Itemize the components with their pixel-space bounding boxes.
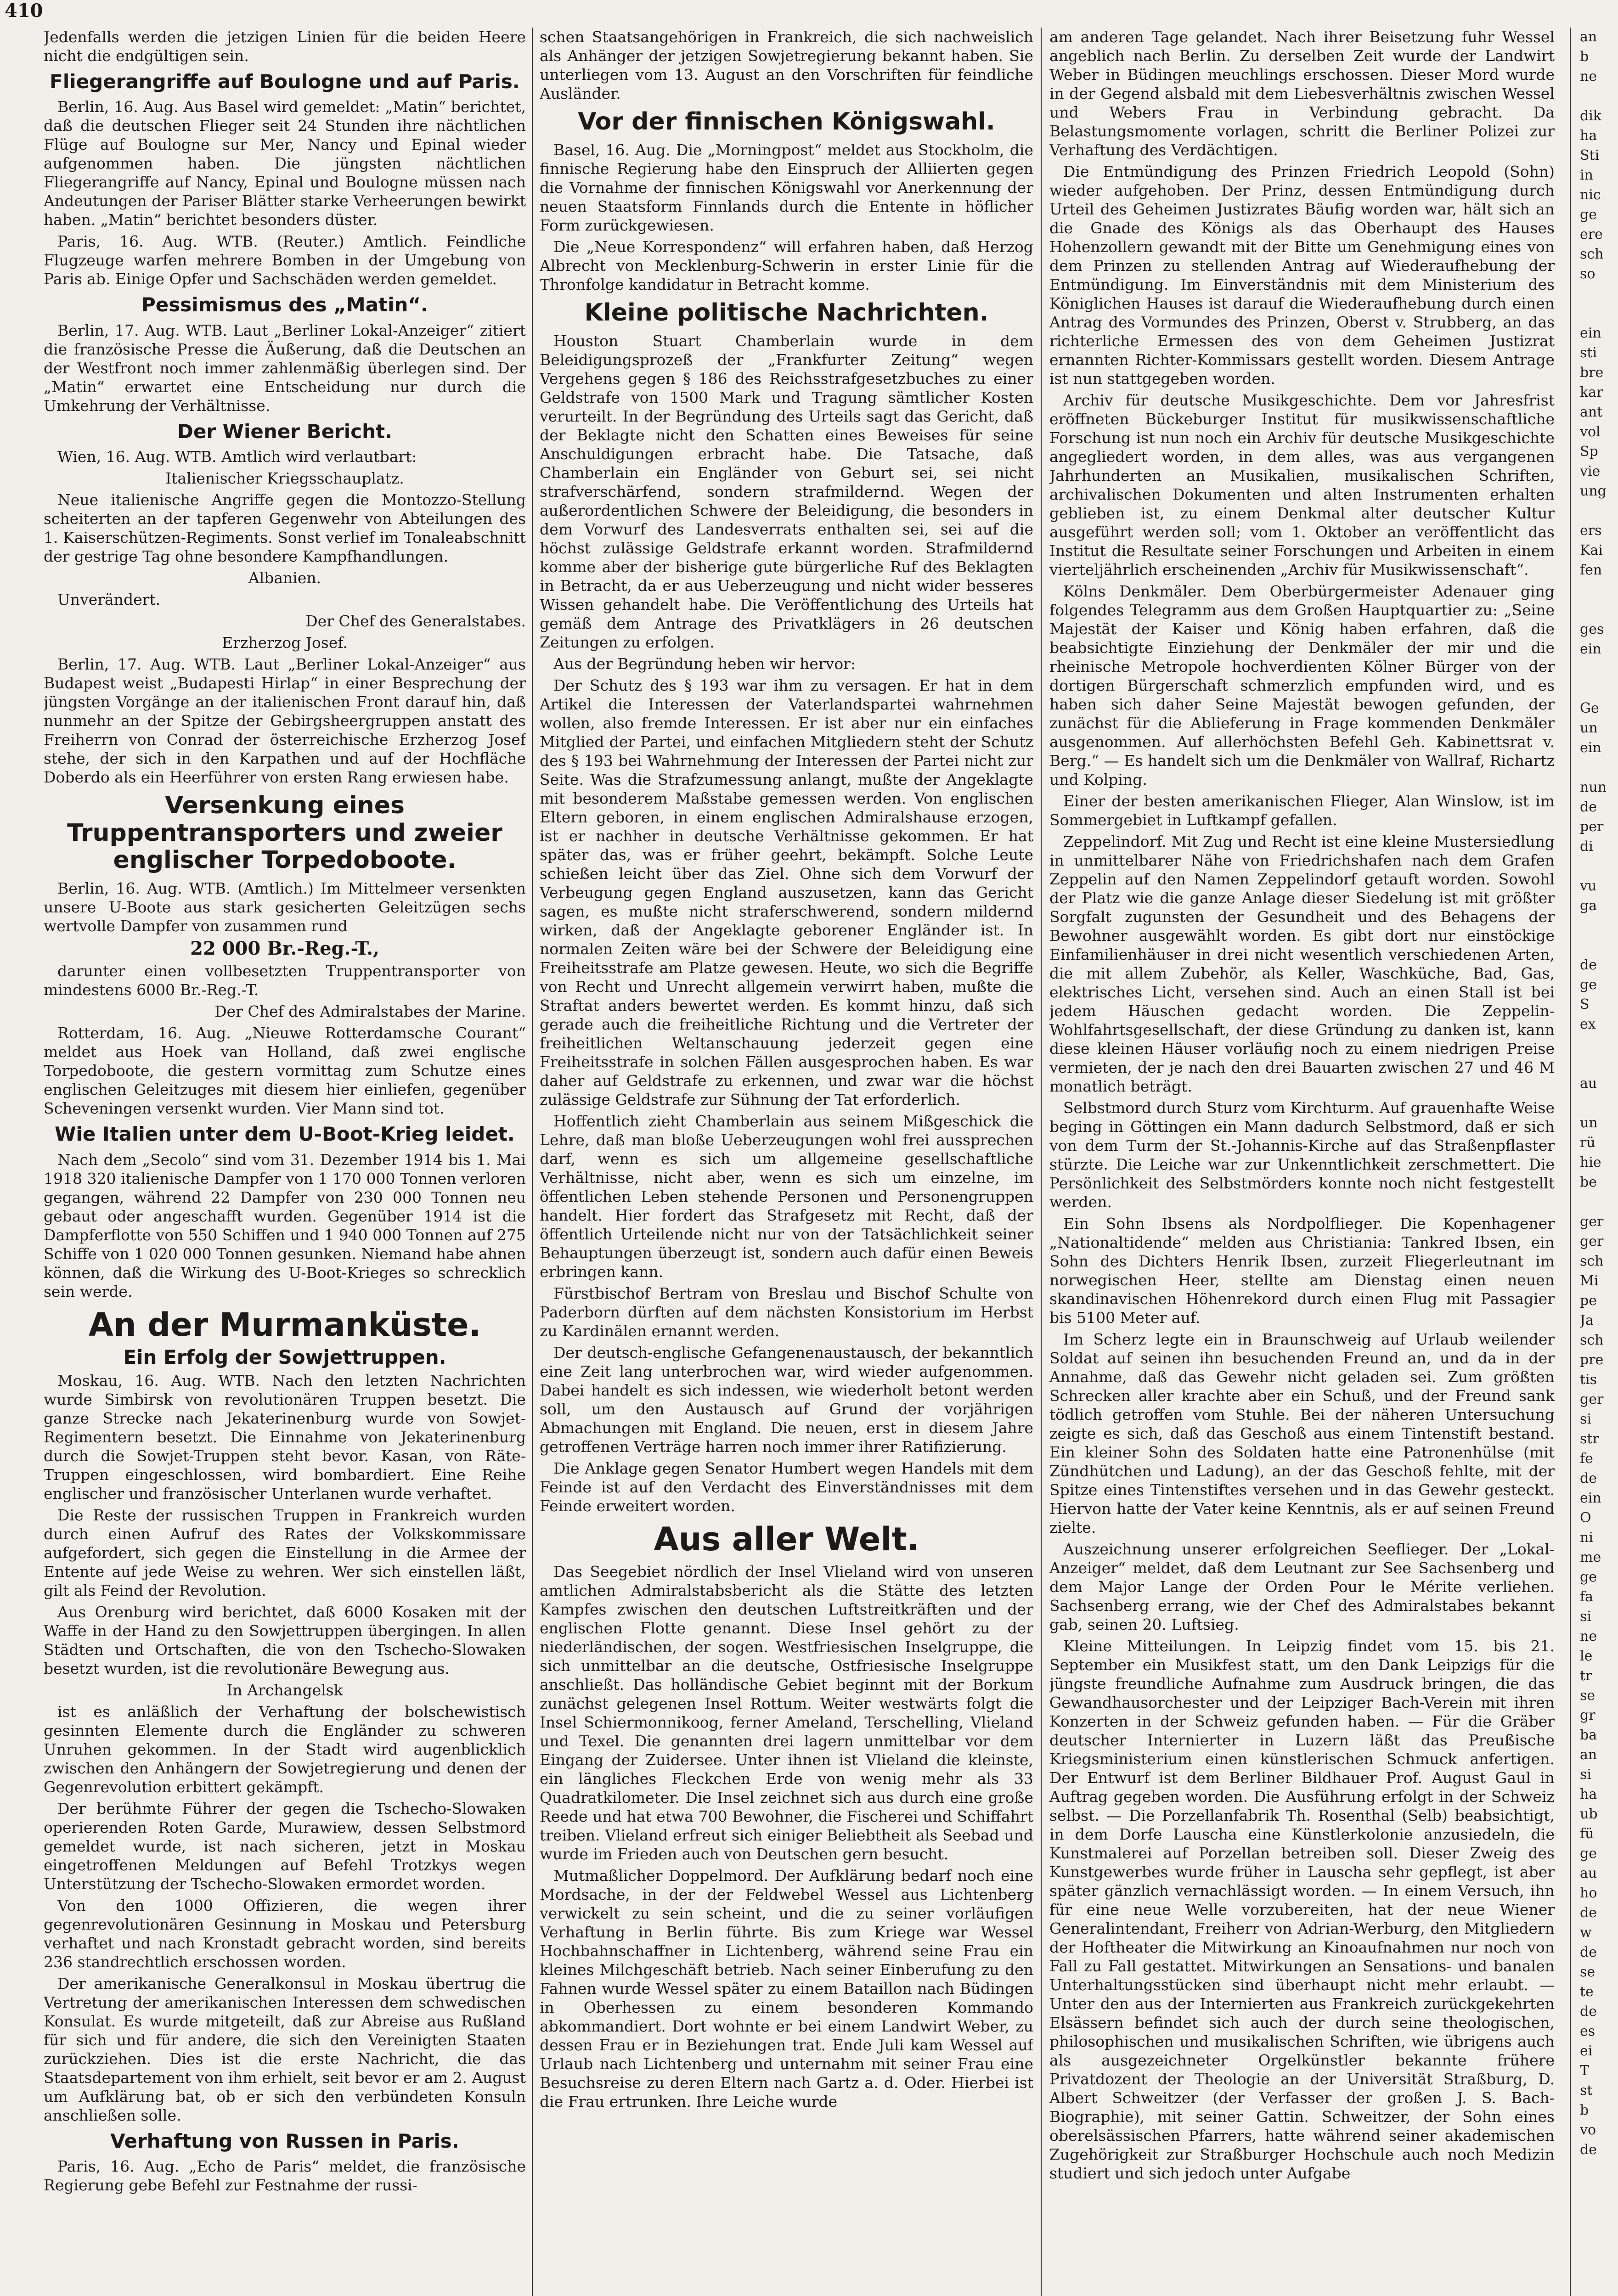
- fragment-line: ein: [1580, 641, 1601, 657]
- headline: Vor der finnischen Königswahl.: [578, 108, 995, 135]
- fragment-line: ge: [1580, 1569, 1597, 1585]
- paragraph: Der berühmte Führer der gegen die Tschecho-Slowaken operierenden Roten Garde, Murawiew, dessen Selbstmord gemeldet wurde, ist nach sicheren, jetzt in Moskau eingetroffenen Meldungen auf Befehl Trotzkys wegen Unterstützung der Tschecho-Slowaken ermordet worden.: [44, 1800, 526, 1893]
- column-2: [540, 28, 1033, 2296]
- column-rule: [1041, 28, 1042, 2296]
- fragment-line: ein: [1580, 1490, 1601, 1506]
- fragment-line: fü: [1580, 1826, 1594, 1842]
- column-rule: [532, 28, 533, 2296]
- fragment-line: me: [1580, 1549, 1601, 1565]
- paragraph: Paris, 16. Aug. „Echo de Paris“ meldet, die französische Regierung gebe Befehl zur Festnahme der russi-: [44, 2157, 526, 2195]
- headline: Wie Italien unter dem U-Boot-Krieg leidet.: [55, 1123, 515, 1146]
- page-number: 410: [5, 0, 43, 22]
- fragment-line: ung: [1580, 483, 1607, 499]
- fragment-line: ger: [1580, 1233, 1604, 1249]
- paragraph: Fürstbischof Bertram von Breslau und Bischof Schulte von Paderborn dürften auf dem nächsten Konsistorium im Herbst zu Kardinälen ernannt werden.: [540, 1284, 1033, 1340]
- fragment-line: vol: [1580, 424, 1601, 440]
- paragraph: Mutmaßlicher Doppelmord. Der Aufklärung bedarf noch eine Mordsache, in der der Feldwebel Wessel aus Lichtenberg verwickelt zu sein scheint, und die zu seiner vorläufigen Verhaftung in Berlin führte. Bis zum Kriege war Wessel Hochbahnschaffner in Lichtenberg, während seine Frau ein kleines Milchgeschäft betrieb. Nach seiner Einberufung zu den Fahnen wurde Wessel später zu einem Bataillon nach Büdingen in Oberhessen zu einem besonderen Kommando abkommandiert. Dort wohnte er bei einem Landwirt Weber, zu dessen Frau er in Beziehungen trat. Ende Juli kam Wessel auf Urlaub nach Lichtenberg und unternahm mit seiner Frau eine Besuchsreise zu deren Eltern nach Gartz a. d. Oder. Hierbei ist die Frau ertrunken. Ihre Leiche wurde: [540, 1867, 1033, 2111]
- fragment-line: so: [1580, 266, 1595, 282]
- fragment-line: [1580, 580, 1617, 599]
- paragraph: Der Schutz des § 193 war ihm zu versagen. Er hat in dem Artikel die Interessen der Vaterlandspartei wahrnehmen wollen, also fremde Interessen. Er ist aber nur ein einfaches Mitglied der Partei, und einfachen Mitgliedern steht der Schutz des § 193 bei Wahrnehmung der Interessen der Partei nicht zur Seite. Was die Strafzumessung anlangt, mußte der Angeklagte mit besonderem Maßstabe gemessen werden. Von englischen Eltern geboren, in einem englischen Admiralshause erzogen, ist er nachher in deutsche Verhältnisse gekommen. Er hat später das, was er früher geehrt, bekämpft. Solche Leute schießen leicht über das Ziel. Ohne sich dem Vorwurf der Verbeugung gegen England auszusetzen, kann das Gericht sagen, es mußte nicht straferschwerend, sondern mildernd wirken, daß der Angeklagte geborener Engländer ist. In normalen Zeiten wäre bei der Schwere der Beleidigung eine Freiheitsstrafe am Platze gewesen. Heute, wo sich die Begriffe von Recht und Unrecht allgemein verwirrt haben, mußte die Straftat anders bewertet werden. Es kommt hinzu, daß sich gerade auch die freiheitliche Richtung und die Vertreter der freiheitlichen Weltanschauung jederzeit gegen eine Freiheitsstrafe in solchen Fällen ausgesprochen haben. Es war daher auf Geldstrafe zu erkennen, und zwar war die höchst zulässige Geldstrafe zur Sühnung der Tat erforderlich.: [540, 676, 1033, 1109]
- subheading: Italienischer Kriegsschauplatz.: [165, 469, 404, 487]
- paragraph: Die Anklage gegen Senator Humbert wegen Handels mit dem Feinde ist auf den Verdacht des Einverständnisses mit dem Feinde erweitert worden.: [540, 1459, 1033, 1515]
- fragment-line: un: [1580, 720, 1598, 736]
- fragment-line: de: [1580, 1905, 1597, 1921]
- fragment-line: vo: [1580, 2122, 1596, 2138]
- fragment-line: ga: [1580, 898, 1597, 914]
- subheading: Erzherzog Josef.: [222, 633, 348, 652]
- paragraph: Aus der Begründung heben wir hervor:: [553, 654, 856, 673]
- paragraph: Unverändert.: [57, 590, 161, 608]
- fragment-line: [1580, 87, 1617, 106]
- fragment-line: ha: [1580, 128, 1597, 144]
- fragment-line: de: [1580, 957, 1597, 973]
- headline: Der Wiener Bericht.: [177, 420, 393, 443]
- headline: Fliegerangriffe auf Boulogne und auf Paris.: [50, 70, 520, 93]
- column-rule: [1570, 28, 1571, 2296]
- paragraph: Zeppelindorf. Mit Zug und Recht ist eine kleine Mustersiedlung in unmittelbarer Nähe von Friedrichshafen nach dem Grafen Zeppelin auf den Namen Zeppelindorf getauft worden. Sowohl der Platz wie die ganze Anlage dieser Siedelung ist mit größter Sorgfalt zugunsten der Gesundheit und des Behagens der Bewohner ausgewählt worden. Es gibt dort nur einstöckige Einfamilienhäuser in drei nicht wesentlich verschiedenen Arten, die mit allem Zubehör, als Keller, Waschküche, Bad, Gas, elektrisches Licht, versehen sind. Auch an einen Stall ist bei jedem Häuschen gedacht worden. Die Zeppelin-Wohlfahrtsgesellschaft, der diese Gründung zu danken ist, kann diese kleinen Häuser vorläufig noch zu einem niedrigen Preise vermieten, der je nach den drei Bauarten zwischen 27 und 46 M monatlich beträgt.: [1049, 833, 1555, 1095]
- fragment-line: [1580, 1094, 1617, 1113]
- fragment-line: ges: [1580, 621, 1604, 637]
- fragment-line: fe: [1580, 1451, 1593, 1467]
- paragraph: Die „Neue Korrespondenz“ will erfahren haben, daß Herzog Albrecht von Mecklenburg-Schwerin in erster Linie für die Thronfolge kandidatur in Betracht komme.: [540, 237, 1033, 293]
- paragraph: Auszeichnung unserer erfolgreichen Seeflieger. Der „Lokal-Anzeiger“ meldet, daß dem Leutnant zur See Sachsenberg und dem Major Lange der Orden Pour le Mérite verliehen. Sachsenberg errang, wie der Chef des Admiralstabes bekannt gab, seinen 20. Luftsieg.: [1049, 1540, 1555, 1633]
- paragraph: Rotterdam, 16. Aug. „Nieuwe Rotterdamsche Courant“ meldet aus Hoek van Holland, daß zwei englische Torpedoboote, die gestern vormittag zum Schutze eines englischen Geleitzuges mit diesem hier einliefen, gegenüber Scheveningen versenkt wurden. Vier Mann sind tot.: [44, 1024, 526, 1118]
- fragment-line: si: [1580, 1609, 1591, 1625]
- fragment-line: si: [1580, 1767, 1591, 1783]
- fragment-line: [1580, 304, 1617, 323]
- fragment-line: ne: [1580, 1628, 1597, 1644]
- paragraph: Der amerikanische Generalkonsul in Moskau übertrug die Vertretung der amerikanischen Interessen dem schwedischen Konsulat. Es wurde mitgeteilt, daß zur Abreise aus Rußland für sich und für andere, die sich den Vereinigten Staaten zurückziehen. Dies ist die erste Nachricht, die das Staatsdepartement von ihm erhielt, seit bevor er am 2. August um Aufklärung bat, ob er sich den verbündeten Konsuln anschließen solle.: [44, 1975, 526, 2125]
- paragraph: Der deutsch-englische Gefangenenaustausch, der bekanntlich eine Zeit lang unterbrochen war, wird wieder aufgenommen. Dabei handelt es sich indessen, wie wiederholt betont werden soll, um den Austausch auf Grund der vorjährigen Abmachungen mit England. Die neuen, erst in diesem Jahre getroffenen Verträge harren noch immer ihrer Ratifizierung.: [540, 1343, 1033, 1456]
- fragment-line: vie: [1580, 463, 1601, 479]
- headline: Aus aller Welt.: [654, 1520, 919, 1558]
- paragraph: Moskau, 16. Aug. WTB. Nach den letzten Nachrichten wurde Simbirsk von revolutionären Truppen besetzt. Die ganze Strecke nach Jekaterinenburg wurde von Sowjet-Regimentern besetzt. Die Einnahme von Jekaterinenburg durch die Sowjet-Truppen steht bevor. Kasan, von Räte-Truppen eingeschlossen, wird bombardiert. Eine Reihe englischer und französischer Unterlanen wurde verhaftet.: [44, 1372, 526, 1503]
- fragment-line: au: [1580, 1865, 1597, 1881]
- fragment-line: [1580, 501, 1617, 520]
- fragment-line: pre: [1580, 1352, 1604, 1368]
- paragraph: Hoffentlich zieht Chamberlain aus seinem Mißgeschick die Lehre, daß man bloße Ueberzeugungen wohl frei aussprechen darf, wenn es sich um allgemeine gesellschaftliche Verhältnisse, nicht aber, wenn es sich um einzelne, im öffentlichen Leben stehende Personen und Personengruppen handelt. Hier fordert das Strafgesetz mit Recht, daß der öffentlich Urteilende nicht nur von der Tatsächlichkeit seiner Behauptungen überzeugt ist, sondern auch dafür einen Beweis erbringen kann.: [540, 1112, 1033, 1281]
- fragment-line: b: [1580, 49, 1589, 65]
- fragment-line: di: [1580, 838, 1593, 855]
- paragraph: Berlin, 16. Aug. WTB. (Amtlich.) Im Mittelmeer versenkten unsere U-Boote aus stark gesicherten Geleitzügen sechs wertvolle Dampfer von zusammen rund: [44, 879, 526, 935]
- fragment-line: [1580, 679, 1617, 698]
- fragment-line: de: [1580, 1944, 1597, 1960]
- fragment-line: sti: [1580, 345, 1597, 361]
- paragraph: ist es anläßlich der Verhaftung der bolschewistisch gesinnten Elemente durch die Engländer zu schweren Unruhen gekommen. In der Stadt wird augenblicklich zwischen den Anhängern der Sowjetregierung und denen der Gegenrevolution erbittert gekämpft.: [44, 1703, 526, 1796]
- headline: An der Murmanküste.: [88, 1306, 481, 1344]
- fragment-line: b: [1580, 2102, 1589, 2118]
- fragment-line: st: [1580, 2082, 1593, 2099]
- fragment-line: un: [1580, 1115, 1598, 1131]
- fragment-line: an: [1580, 1747, 1597, 1763]
- column-1: [44, 28, 526, 2296]
- paragraph: Jedenfalls werden die jetzigen Linien für die beiden Heere nicht die endgültigen sein.: [44, 28, 526, 65]
- fragment-line: [1580, 284, 1617, 303]
- fragment-line: an: [1580, 29, 1597, 45]
- fragment-line: Sp: [1580, 444, 1598, 460]
- fragment-line: rü: [1580, 1135, 1595, 1151]
- fragment-line: de: [1580, 1470, 1597, 1486]
- paragraph: Kleine Mitteilungen. In Leipzig findet vom 15. bis 21. September ein Musikfest statt, um den Dank Leipzigs für die jüngste freundliche Aufnahme zum Ausdruck bringen, die das Gewandhausorchester und der Leipziger Bach-Verein mit ihren Konzerten in der Schweiz gefunden haben. — Für die Gräber deutscher Internierter in Luzern läßt das Preußische Kriegsministerium einen künstlerischen Schmuck anfertigen. Der Entwurf ist dem Berliner Bildhauer Prof. August Gaul in Auftrag gegeben worden. Die Ausführung erfolgt in der Schweiz selbst. — Die Porzellanfabrik Th. Rosenthal (Selb) beabsichtigt, in dem Dorfe Lauscha eine Künstlerkolonie anzusiedeln, die Kunstmalerei auf Porzellan betreiben soll. Dieser Zweig des Kunstgewerbes wurde früher in Lauscha sehr gepflegt, ist aber später gänzlich vernachlässigt worden. — In einem Versuch, ihn für eine neue Welle vorzubereiten, hat der neue Wiener Generalintendant, Freiherr von Adrian-Werburg, den Mitgliedern der Hoftheater die Mitwirkung an Kinoaufnahmen nur noch von Fall zu Fall gestattet. Mitwirkungen an Sensations- und banalen Unterhaltungsstücken sind überhaupt nicht mehr erlaubt. — Unter den aus der Internierten aus Frankreich zurückgekehrten Elsässern befindet sich auch der durch seine theologischen, philosophischen und musikalischen Schriften, wie übrigens auch als ausgezeichneter Orgelkünstler bekannte frühere Privatdozent der Theologie an der Universität Straßburg, D. Albert Schweitzer (der Verfasser der großen J. S. Bach-Biographie), mit seiner Gattin. Schweitzer, der Sohn eines oberelsässischen Pfarrers, hatte während seiner akademischen Zugehörigkeit zur Straßburger Hochschule auch noch Medizin studiert und sich jedoch unter Aufgabe: [1049, 1637, 1555, 2182]
- fragment-line: fa: [1580, 1589, 1593, 1605]
- fragment-line: se: [1580, 1688, 1595, 1704]
- signature: Der Chef des Generalstabes.: [305, 612, 526, 630]
- paragraph: darunter einen vollbesetzten Truppentransporter von mindestens 6000 Br.-Reg.-T.: [44, 962, 526, 999]
- fragment-line: [1580, 857, 1617, 876]
- paragraph: Basel, 16. Aug. Die „Morningpost“ meldet aus Stockholm, die finnische Regierung habe den Einspruch der Alliierten gegen die Vornahme der finnischen Königswahl vor Anerkennung der neuen Staatsform Finnlands durch die Entente in höflicher Form zurückgewiesen.: [540, 141, 1033, 234]
- fragment-line: ge: [1580, 1846, 1597, 1862]
- fragment-line: hie: [1580, 1154, 1601, 1171]
- fragment-line: bre: [1580, 365, 1604, 381]
- fragment-line: pe: [1580, 1293, 1597, 1309]
- paragraph: Ein Sohn Ibsens als Nordpolflieger. Die Kopenhagener „Nationaltidende“ melden aus Christiania: Tankred Ibsen, ein Sohn des Dichters Henrik Ibsen, zurzeit Fliegerleutnant im norwegischen Heer, stellte am Dienstag einen neuen skandinavischen Höhenrekord durch einen Flug mit Passagier bis 5100 Meter auf.: [1049, 1215, 1555, 1327]
- paragraph: Wien, 16. Aug. WTB. Amtlich wird verlautbart:: [57, 447, 417, 466]
- headline: Verhaftung von Russen in Paris.: [110, 2130, 459, 2153]
- fragment-line: sch: [1580, 246, 1604, 262]
- fragment-line: S: [1580, 996, 1590, 1013]
- fragment-line: gr: [1580, 1707, 1595, 1723]
- fragment-line: kar: [1580, 384, 1603, 400]
- fragment-line: ne: [1580, 68, 1597, 84]
- paragraph: Neue italienische Angriffe gegen die Montozzo-Stellung scheiterten an der tapferen Gegenwehr von Abteilungen des 1. Kaiserschützen-Regiments. Sonst verlief im Tonaleabschnitt der gestrige Tag ohne besondere Kampfhandlungen.: [44, 490, 526, 565]
- fragment-line: de: [1580, 2003, 1597, 2020]
- paragraph: Berlin, 17. Aug. WTB. Laut „Berliner Lokal-Anzeiger“ zitiert die französische Presse die Äußerung, daß die Deutschen an der Westfront noch immer zahlenmäßig überlegen sind. Der „Matin“ erwartet eine Entscheidung nur durch die Umkehrung der Verhältnisse.: [44, 321, 526, 415]
- subheading: Albanien.: [248, 568, 321, 587]
- paragraph: am anderen Tage gelandet. Nach ihrer Beisetzung fuhr Wessel angeblich nach Berlin. Zu derselben Zeit wurde der Landwirt Weber in Büdingen meuchlings erschossen. Dieser Mord wurde in der Gegend alsbald mit dem Liebesverhältnis zwischen Wessel und Webers Frau in Verbindung gebracht. Da Belastungsmomente vorlagen, schritt die Berliner Polizei zur Verhaftung des Verdächtigen.: [1049, 28, 1555, 159]
- fragment-line: [1580, 659, 1617, 678]
- fragment-line: be: [1580, 1174, 1597, 1190]
- paragraph: Selbstmord durch Sturz vom Kirchturm. Auf grauenhafte Weise beging in Göttingen ein Mann dadurch Selbstmord, daß er sich von dem Turm der St.-Johannis-Kirche auf das Straßenpflaster stürzte. Die Leiche war zur Unkenntlichkeit zerschmettert. Die Persönlichkeit des Selbstmörders konnte noch nicht festgestellt werden.: [1049, 1099, 1555, 1211]
- fragment-line: O: [1580, 1510, 1591, 1526]
- fragment-line: de: [1580, 799, 1597, 815]
- fragment-line: ge: [1580, 977, 1597, 993]
- fragment-line: ho: [1580, 1885, 1597, 1901]
- column-4-fragment: [1580, 28, 1617, 2296]
- fragment-line: ger: [1580, 1391, 1604, 1407]
- fragment-line: T: [1580, 2063, 1590, 2079]
- fragment-line: ger: [1580, 1214, 1604, 1230]
- paragraph: Von den 1000 Offizieren, die wegen ihrer gegenrevolutionären Gesinnung in Moskau und Petersburg verhaftet und nach Kronstadt gebracht worden, sind bereits 236 standrechtlich erschossen worden.: [44, 1896, 526, 1971]
- paragraph: Berlin, 16. Aug. Aus Basel wird gemeldet: „Matin“ berichtet, daß die deutschen Flieger seit 24 Stunden ihre nächtlichen Flüge auf Boulogne sur Mer, Nancy und Epinal wieder aufgenommen haben. Die jüngsten nächtlichen Fliegerangriffe auf Nancy, Epinal und Boulogne müssen nach Andeutungen der Pariser Blätter starke Verheerungen bewirkt haben. „Matin“ berichtet besonders düster.: [44, 98, 526, 229]
- fragment-line: Mi: [1580, 1273, 1599, 1289]
- fragment-line: es: [1580, 2023, 1595, 2039]
- paragraph: Houston Stuart Chamberlain wurde in dem Beleidigungsprozeß der „Frankfurter Zeitung“ wegen Vergehens gegen § 186 des Reichsstrafgesetzbuches zu einer Geldstrafe von 1500 Mark und Tragung sämtlicher Kosten verurteilt. In der Begründung des Urteils sagt das Gericht, daß der Beklagte nicht den Schatten eines Beweises für seine Anschuldigungen erbracht habe. Die Tatsache, daß Chamberlain ein Engländer von Geburt sei, sei nicht strafverschärfend, sondern strafmildernd. Wegen der außerordentlichen Schwere der Beleidigung, die besonders in dem Vorwurf des Landesverrats enthalten sei, sei auf die höchst zulässige Geldstrafe erkannt worden. Strafmildernd komme aber der bisherige gute bürgerliche Ruf des Beklagten in Betracht, da er aus Ueberzeugung und nicht wider besseres Wissen gehandelt habe. Die Veröffentlichung des Urteils hat gemäß dem Antrage des Privatklägers in 26 deutschen Zeitungen zu erfolgen.: [540, 332, 1033, 651]
- fragment-line: [1580, 1054, 1617, 1073]
- fragment-line: le: [1580, 1648, 1593, 1664]
- fragment-line: ub: [1580, 1806, 1598, 1822]
- fragment-line: ge: [1580, 207, 1597, 223]
- fragment-line: Kai: [1580, 542, 1603, 558]
- subheadline: Ein Erfolg der Sowjettruppen.: [123, 1346, 446, 1369]
- paragraph: Paris, 16. Aug. WTB. (Reuter.) Amtlich. Feindliche Flugzeuge warfen mehrere Bomben in der Umgebung von Paris ab. Einige Opfer und Sachschäden werden gemeldet.: [44, 232, 526, 288]
- fragment-line: Ja: [1580, 1312, 1594, 1328]
- tonnage: 22 000 Br.-Reg.-T.,: [190, 938, 379, 960]
- fragment-line: ein: [1580, 325, 1601, 341]
- fragment-line: ex: [1580, 1016, 1596, 1032]
- fragment-line: [1580, 1193, 1617, 1211]
- fragment-line: ba: [1580, 1727, 1597, 1743]
- paragraph: Einer der besten amerikanischen Flieger, Alan Winslow, ist im Sommergebiet in Luftkampf gefallen.: [1049, 792, 1555, 829]
- fragment-line: ha: [1580, 1786, 1597, 1802]
- fragment-line: ni: [1580, 1530, 1593, 1546]
- headline: Pessimismus des „Matin“.: [141, 293, 428, 316]
- subheading: In Archangelsk: [226, 1681, 343, 1699]
- paragraph: Die Entmündigung des Prinzen Friedrich Leopold (Sohn) wieder aufgehoben. Der Prinz, dessen Entmündigung durch Urteil des Geheimen Justizrates Bäufig worden war, hält sich an die Gnade des Königs als das Oberhaupt des Hauses Hohenzollern gewandt mit der Bitte um Genehmigung eines von dem Prinzen zu stellenden Antrag auf Wiederaufhebung der Entmündigung. Im Einverständnis mit dem Ministerium des Königlichen Hauses ist darauf die Wiederaufhebung durch einen Antrag des Vormundes des Prinzen, Oberst v. Strubberg, an das richterliche Ermessen des von dem Geheimen Justizrat ernannten Richter-Kommissars gestellt worden. Diesem Antrage ist nun stattgegeben worden.: [1049, 163, 1555, 388]
- fragment-line: ant: [1580, 404, 1603, 420]
- paragraph: Die Reste der russischen Truppen in Frankreich wurden durch einen Aufruf des Rates der Volkskommissare aufgefordert, sich gegen die Einstellung in die Armee der Entente auf jede Weise zu wehren. Wer sich einstellen läßt, gilt als Feind der Revolution.: [44, 1506, 526, 1600]
- signature: Der Chef des Admiralstabes der Marine.: [214, 1002, 526, 1021]
- fragment-line: nic: [1580, 187, 1601, 203]
- fragment-line: nun: [1580, 779, 1607, 795]
- fragment-line: per: [1580, 819, 1604, 835]
- paragraph: Kölns Denkmäler. Dem Oberbürgermeister Adenauer ging folgendes Telegramm aus dem Großen Hauptquartier zu: „Seine Majestät der Kaiser und König haben erfahren, daß die beabsichtigte Einziehung der Denkmäler der mir und die rheinische Metropole hochverdienten Kölner Bürger von der dortigen Bürgerschaft schmerzlich empfunden wird, und es haben sich daher Seine Majestät bewogen gefunden, der zunächst für die Ablieferung in Frage kommenden Denkmäler ausgenommen. Auf allerhöchsten Befehl Geh. Kabinettsrat v. Berg.“ — Es handelt sich um die Denkmäler von Wallraf, Richartz und Kolping.: [1049, 582, 1555, 788]
- fragment-line: Ge: [1580, 700, 1599, 716]
- fragment-line: [1580, 758, 1617, 777]
- fragment-line: Sti: [1580, 147, 1600, 163]
- fragment-line: te: [1580, 1984, 1594, 2000]
- fragment-line: ei: [1580, 2043, 1593, 2059]
- fragment-line: dik: [1580, 108, 1601, 124]
- fragment-line: vu: [1580, 878, 1597, 894]
- fragment-line: w: [1580, 1925, 1592, 1941]
- fragment-line: tr: [1580, 1668, 1592, 1684]
- paragraph: schen Staatsangehörigen in Frankreich, die sich nachweislich als Anhänger der jetzigen Sowjetregierung bekannt haben. Sie unterliegen vom 13. August an den Vorschriften für feindliche Ausländer.: [540, 28, 1033, 102]
- fragment-line: au: [1580, 1075, 1597, 1092]
- fragment-line: [1580, 1035, 1617, 1053]
- fragment-line: se: [1580, 1964, 1595, 1980]
- fragment-line: ein: [1580, 740, 1601, 756]
- paragraph: Nach dem „Secolo“ sind vom 31. Dezember 1914 bis 1. Mai 1918 320 italienische Dampfer von 1 170 000 Tonnen verloren gegangen, während 22 Dampfer von 230 000 Tonnen neu gebaut oder angeschafft wurden. Gegenüber 1914 ist die Dampferflotte von 550 Schiffen und 1 940 000 Tonnen auf 275 Schiffe von 1 020 000 Tonnen gesunken. Niemand habe ahnen können, daß die Wirkung des U-Boot-Krieges so schrecklich sein werde.: [44, 1150, 526, 1300]
- paragraph: Im Scherz legte ein in Braunschweig auf Urlaub weilender Soldat auf seinen ihn besuchenden Freund an, und da in der Annahme, daß das Gewehr nicht geladen sei. Zum größten Schrecken aller krachte aber ein Schuß, und der Freund sank tödlich getroffen vom Stuhle. Bei der näheren Untersuchung zeigte es sich, daß das Geschoß aus einem Tintenstift bestand. Ein kleiner Sohn des Soldaten hatte eine Patronenhülse (mit Zündhütchen und Ladung), an der das Geschoß fehlte, mit der Spitze eines Tintenstiftes versehen und in das Gewehr gesteckt. Hiervon hatte der Vater keine Kenntnis, als er auf seinen Freund zielte.: [1049, 1330, 1555, 1536]
- fragment-line: sch: [1580, 1253, 1604, 1269]
- fragment-line: [1580, 600, 1617, 619]
- fragment-line: ere: [1580, 226, 1603, 242]
- fragment-line: ers: [1580, 523, 1602, 539]
- paragraph: Aus Orenburg wird berichtet, daß 6000 Kosaken mit der Waffe in der Hand zu den Sowjettruppen übergingen. In allen Städten und Ortschaften, die von den Tschecho-Slowaken besetzt wurden, ist die revolutionäre Bewegung aus.: [44, 1603, 526, 1678]
- headline: Versenkung eines Truppentransporters und zweier englischer Torpedoboote.: [67, 791, 502, 874]
- fragment-line: si: [1580, 1411, 1591, 1427]
- paragraph: Archiv für deutsche Musikgeschichte. Dem vor Jahresfrist eröffneten Bückeburger Institut für musikwissenschaftliche Forschung ist nun noch ein Archiv für deutsche Musikgeschichte angegliedert worden, in dem alles, was aus vergangenen Jahrhunderten an Musikalien, musikalischen Schriften, archivalischen Dokumenten und alten Instrumenten erhalten geblieben ist, zu einem Denkmal alter deutscher Kultur ausgeführt werden soll; vom 1. Oktober an veröffentlicht das Institut die Resultate seiner Forschungen und Arbeiten in einem vierteljährlich erscheinenden „Archiv für Musikwissenschaft“.: [1049, 391, 1555, 579]
- fragment-line: tis: [1580, 1372, 1597, 1388]
- fragment-line: sch: [1580, 1332, 1604, 1348]
- fragment-line: [1580, 936, 1617, 955]
- fragment-line: in: [1580, 167, 1593, 183]
- fragment-line: [1580, 916, 1617, 935]
- fragment-line: str: [1580, 1431, 1599, 1447]
- headline: Kleine politische Nachrichten.: [584, 298, 989, 326]
- column-3: [1049, 28, 1555, 2296]
- paragraph: Das Seegebiet nördlich der Insel Vlieland wird von unseren amtlichen Admiralstabsbericht als die Stätte des letzten Kampfes zwischen den deutschen Luftstreitkräften und der englischen Flotte genannt. Diese Insel gehört zu der niederländischen, der sogen. Westfriesischen Inselgruppe, die sich unmittelbar an die deutsche, Ostfriesische Inselgruppe anschließt. Das holländische Gebiet beginnt mit der Borkum zunächst gelegenen Insel Rottum. Weiter westwärts folgt die Insel Schiermonnikoog, ferner Ameland, Terschelling, Vlieland und Texel. Die genannten drei lagern unmittelbar vor dem Eingang der Zuidersee. Unter ihnen ist Vlieland die kleinste, ein längliches Fleckchen Erde von wenig mehr als 33 Quadratkilometer. Die Insel zeichnet sich aus durch eine große Reede und hat etwa 700 Bewohner, die Fischerei und Schiffahrt treiben. Vlieland erfreut sich einiger Beliebtheit als Seebad und wurde im Frieden auch von Deutschen gern besucht.: [540, 1563, 1033, 1863]
- fragment-line: fen: [1580, 562, 1602, 578]
- paragraph: Berlin, 17. Aug. WTB. Laut „Berliner Lokal-Anzeiger“ aus Budapest weist „Budapesti Hirlap“ in einer Besprechung der jüngsten Vorgänge an der italienischen Front darauf hin, daß nunmehr an der Spitze der Gebirgsheergruppen anstatt des Freiherrn von Conrad der österreichische Erzherzog Josef stehe, der sich in den Karpathen und auf der Hochfläche Doberdo als ein Heerführer von ersten Rang erwiesen habe.: [44, 655, 526, 786]
- fragment-line: de: [1580, 2142, 1597, 2158]
